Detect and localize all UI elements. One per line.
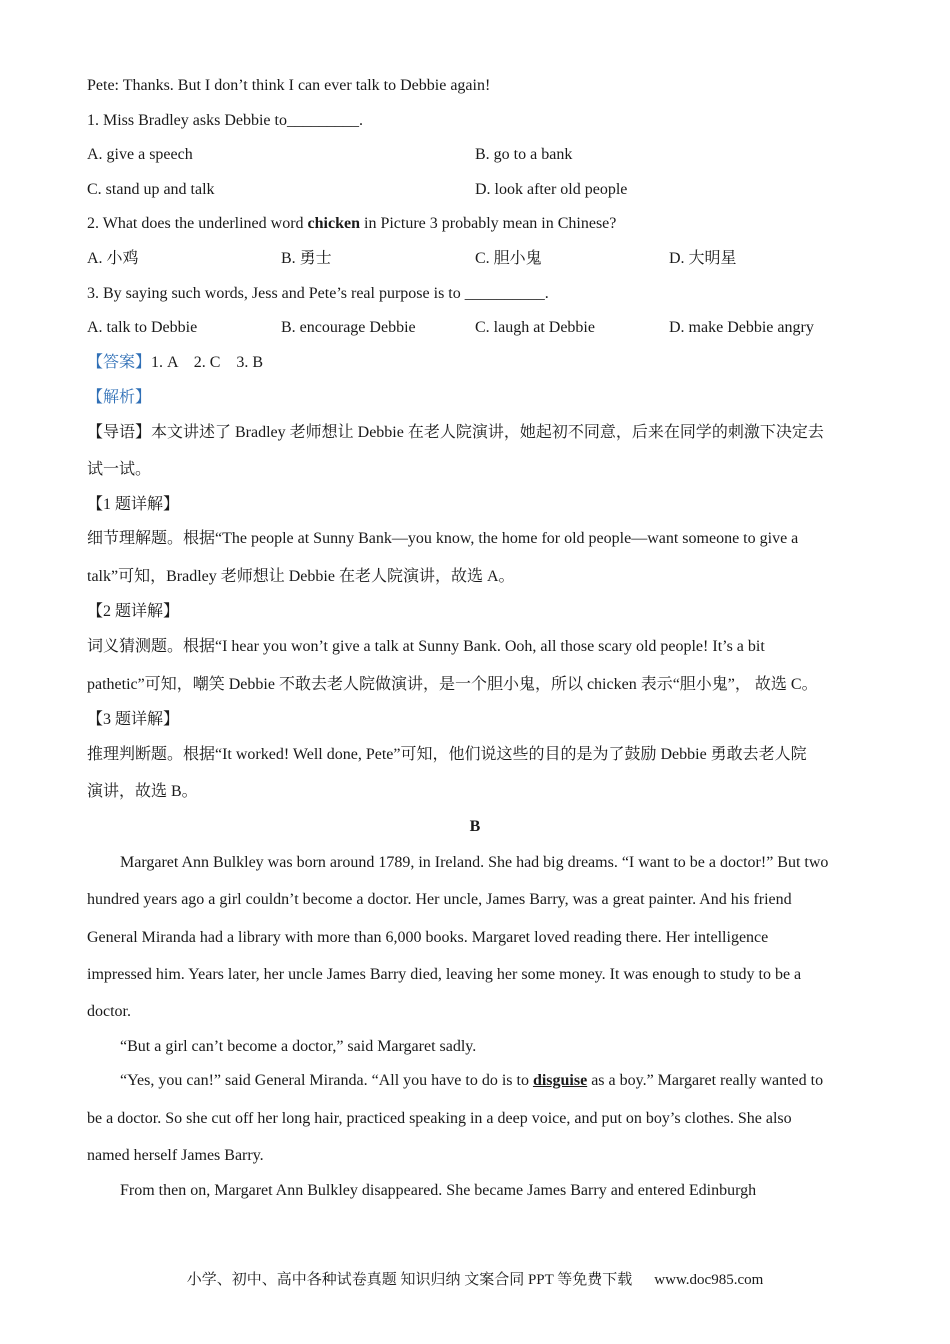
detail-1-heading: 【1 题详解】: [87, 496, 180, 513]
answer-text: 1. A 2. C 3. B: [151, 354, 264, 371]
q2-option-b: B. 勇士: [281, 250, 332, 267]
passage-p3-line-1: [120, 1071, 823, 1091]
question-2-stem: [87, 214, 616, 234]
q2-option-c: C. 胆小鬼: [475, 250, 542, 267]
q1-option-a: A. give a speech: [87, 146, 193, 163]
underlined-word-disguise: disguise: [532, 1072, 588, 1089]
q3-option-c: C. laugh at Debbie: [475, 319, 595, 336]
detail-2-heading: 【2 题详解】: [87, 603, 180, 620]
passage-p1-line-3: General Miranda had a library with more than 6,000 books. Margaret loved reading there. Her intelligence: [87, 929, 769, 946]
dialogue-line: Pete: Thanks. But I don’t think I can ever talk to Debbie again!: [87, 77, 491, 94]
passage-p1-line-5: doctor.: [87, 1003, 131, 1020]
detail-3-line-1: 推理判断题。根据“It worked! Well done, Pete”可知，他们说这些的目的是为了鼓励 Debbie 勇敢去老人院: [87, 746, 807, 763]
intro-line-1: 【导语】本文讲述了 Bradley 老师想让 Debbie 在老人院演讲，她起初不同意，后来在同学的刺激下决定去: [87, 424, 824, 441]
q1-option-b: B. go to a bank: [475, 146, 573, 163]
passage-p2: “But a girl can’t become a doctor,” said Margaret sadly.: [120, 1038, 477, 1055]
passage-p1-line-1: Margaret Ann Bulkley was born around 1789, in Ireland. She had big dreams. “I want to be a doctor!” But two: [120, 854, 829, 871]
detail-1-line-2: talk”可知，Bradley 老师想让 Debbie 在老人院演讲，故选 A。: [87, 568, 515, 585]
footer-url[interactable]: www.doc985.com: [654, 1272, 764, 1288]
q2-option-d: D. 大明星: [669, 250, 737, 267]
passage-p1-line-4: impressed him. Years later, her uncle James Barry died, leaving her some money. It was enough to study to be a: [87, 966, 802, 983]
q1-option-c: C. stand up and talk: [87, 181, 215, 198]
footer-text: 小学、初中、高中各种试卷真题 知识归纳 文案合同 PPT 等免费下载: [186, 1272, 633, 1288]
q1-option-d: D. look after old people: [475, 181, 628, 198]
intro-line-2: 试一试。: [87, 461, 152, 478]
p3-post: as a boy.” Margaret really wanted to: [587, 1072, 824, 1089]
q3-option-d: D. make Debbie angry: [669, 319, 814, 336]
p3-pre: “Yes, you can!” said General Miranda. “All you have to do is to: [120, 1072, 533, 1089]
q2-stem-post: in Picture 3 probably mean in Chinese?: [360, 215, 617, 232]
q3-option-b: B. encourage Debbie: [281, 319, 416, 336]
analysis-label: 【解析】: [87, 389, 152, 406]
passage-p4: From then on, Margaret Ann Bulkley disappeared. She became James Barry and entered Edinburgh: [120, 1182, 757, 1199]
passage-p3-line-3: named herself James Barry.: [87, 1147, 264, 1164]
section-title: B: [469, 818, 481, 835]
answer-label: 【答案】: [87, 354, 152, 371]
detail-2-line-1: 词义猜测题。根据“I hear you won’t give a talk at Sunny Bank. Ooh, all those scary old people! It’s a bit: [87, 638, 765, 655]
detail-2-line-2: pathetic”可知，嘲笑 Debbie 不敢去老人院做演讲，是一个胆小鬼，所以 chicken 表示“胆小鬼”， 故选 C。: [87, 676, 818, 693]
question-1-stem: 1. Miss Bradley asks Debbie to_________.: [87, 112, 363, 129]
question-3-stem: 3. By saying such words, Jess and Pete’s real purpose is to __________.: [87, 285, 549, 302]
q3-option-a: A. talk to Debbie: [87, 319, 198, 336]
q2-stem-keyword: chicken: [307, 215, 360, 232]
detail-3-heading: 【3 题详解】: [87, 711, 180, 728]
passage-p3-line-2: be a doctor. So she cut off her long hair, practiced speaking in a deep voice, and put on boy’s clothes. She also: [87, 1110, 792, 1127]
detail-3-line-2: 演讲，故选 B。: [87, 783, 198, 800]
answer-line: [87, 353, 263, 373]
detail-1-line-1: 细节理解题。根据“The people at Sunny Bank—you know, the home for old people—want someone to give a: [87, 530, 799, 547]
q2-option-a: A. 小鸡: [87, 250, 139, 267]
passage-p1-line-2: hundred years ago a girl couldn’t become a doctor. Her uncle, James Barry, was a great painter. And his friend: [87, 891, 792, 908]
q2-stem-pre: 2. What does the underlined word: [87, 215, 308, 232]
page-footer: [0, 1270, 950, 1290]
